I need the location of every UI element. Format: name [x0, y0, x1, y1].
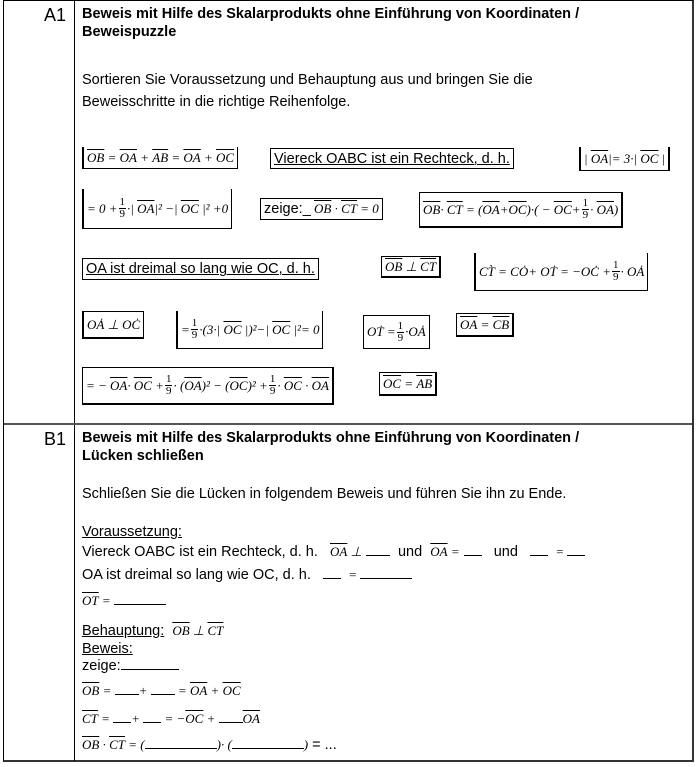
blank-field[interactable] [360, 566, 412, 579]
proof-line [82, 657, 179, 676]
instruction-line: Sortieren Sie Voraussetzung und Behauptung aus und bringen Sie die [82, 72, 533, 88]
proof-line: OA ist dreimal so lang wie OC, d. h. = [82, 565, 412, 585]
blank-field[interactable] [143, 710, 161, 723]
line-text: und [493, 544, 518, 560]
worksheet-table [3, 0, 694, 762]
task-label: A1 [4, 1, 75, 423]
blank-field[interactable] [219, 710, 243, 723]
beweis-heading: Beweis: [82, 641, 133, 657]
line-text: und [397, 544, 423, 560]
puzzle-card[interactable]: | $\overline{OA}$ |= 3·| $\overline{OC}$ | [579, 147, 670, 171]
blank-field[interactable] [464, 543, 482, 556]
task-title [82, 429, 692, 465]
proof-line: Behauptung: $\overline{OB}$ ⊥ $\overline{CT}$ [82, 623, 224, 639]
title-line: Lücken schließen [82, 448, 204, 464]
title-line: Beweispuzzle [82, 24, 177, 40]
blank-field[interactable] [121, 657, 179, 670]
blank-field[interactable] [232, 736, 304, 749]
title-line: Beweis mit Hilfe des Skalarprodukts ohne Einführung von Koordinaten / [82, 430, 580, 446]
line-text: = ... [312, 737, 337, 753]
line-text: Viereck OABC ist ein Rechteck, d. h. [82, 544, 318, 560]
puzzle-card[interactable]: OA ist dreimal so lang wie OC, d. h. [82, 258, 319, 280]
blank-field[interactable] [530, 543, 548, 556]
puzzle-card[interactable]: $\overline{OB}$ · $\overline{CT}$ = ( $\overline{OA}$ + $\overline{OC}$ )·( − $\overline{OC}$ + $\frac{1}{9}$ · $\overline{OA}$ ) [419, 192, 623, 228]
puzzle-card[interactable]: $\overline{OB}$ ⊥ $\overline{CT}$ [381, 256, 441, 278]
blank-field[interactable] [113, 710, 131, 723]
task-title [82, 5, 692, 41]
puzzle-card[interactable]: CT̀ = CȮ+ OṪ = −OĊ + $\frac{1}{9}$ · OȦ [474, 253, 648, 291]
puzzle-card[interactable]: $\overline{OA}$ = $\overline{CB}$ [456, 313, 514, 337]
proof-line: $\overline{OB} \cdot \overline{CT}$ = ( )· ( ) = ... [82, 737, 337, 753]
blank-field[interactable] [114, 592, 166, 605]
blank-field[interactable] [145, 736, 217, 749]
puzzle-card[interactable]: zeige:_ $\overline{OB}$ · $\overline{CT}$ = 0 [260, 198, 383, 220]
puzzle-card[interactable]: = 0 + $\frac{1}{9}$ ·| $\overline{OA}$ |² −| $\overline{OC}$ |² +0 [82, 189, 232, 229]
task-label: B1 [4, 425, 75, 761]
puzzle-card[interactable]: OȦ ⊥ OĊ [82, 311, 144, 339]
puzzle-card[interactable]: OṪ = $\frac{1}{9}$ ·OȦ [363, 315, 430, 349]
behauptung-heading: Behauptung: [82, 623, 165, 639]
puzzle-card[interactable]: = $\frac{1}{9}$ ·(3·| $\overline{OC}$ |)²−| $\overline{OC}$ |²= 0 [176, 311, 323, 349]
instruction-line: Beweisschritte in die richtige Reihenfolge. [82, 94, 351, 110]
task-content [76, 425, 692, 761]
blank-field[interactable] [115, 682, 139, 695]
card-prefix: zeige:_ [264, 201, 311, 217]
voraussetzung-heading: Voraussetzung: [82, 524, 182, 540]
task-row-b1 [4, 425, 692, 761]
puzzle-card[interactable]: = − $\overline{OA}$ · $\overline{OC}$ + $\frac{1}{9}$ · ( $\overline{OA}$ )² − ( $\overline{OC}$ )² + $\frac{1}{9}$ · $\overline{OC}$ · $\overline{OA}$ [82, 367, 334, 405]
task-instruction: Schließen Sie die Lücken in folgendem Beweis und führen Sie ihn zu Ende. [82, 486, 567, 502]
line-text: OA ist dreimal so lang wie OC, d. h. [82, 567, 311, 583]
proof-line: $\overline{OT}$ = [82, 591, 166, 611]
blank-field[interactable] [366, 543, 390, 556]
proof-line: Viereck OABC ist ein Rechteck, d. h. $\overline{OA}$ ⊥ und $\overline{OA}$ = und = [82, 542, 585, 562]
blank-field[interactable] [151, 682, 175, 695]
proof-line: $\overline{OB}$ = + = $\overline{OA} + \overline{OC}$ [82, 683, 241, 698]
puzzle-card[interactable]: $\overline{OB}$ = $\overline{OA}$ + $\overline{AB}$ = $\overline{OA}$ + $\overline{OC}$ [82, 147, 238, 169]
task-row-a1 [4, 1, 692, 425]
blank-field[interactable] [323, 566, 341, 579]
task-content [76, 1, 692, 423]
blank-field[interactable] [567, 543, 585, 556]
task-instruction [82, 69, 692, 113]
puzzle-card[interactable]: Viereck OABC ist ein Rechteck, d. h. [270, 148, 514, 169]
line-text: zeige: [82, 658, 121, 674]
puzzle-card[interactable]: $\overline{OC}$ = $\overline{AB}$ [379, 372, 437, 396]
proof-line: $\overline{CT}$ = + = $-\overline{OC} + \overline{OA}$ [82, 711, 260, 726]
title-line: Beweis mit Hilfe des Skalarprodukts ohne Einführung von Koordinaten / [82, 6, 580, 22]
